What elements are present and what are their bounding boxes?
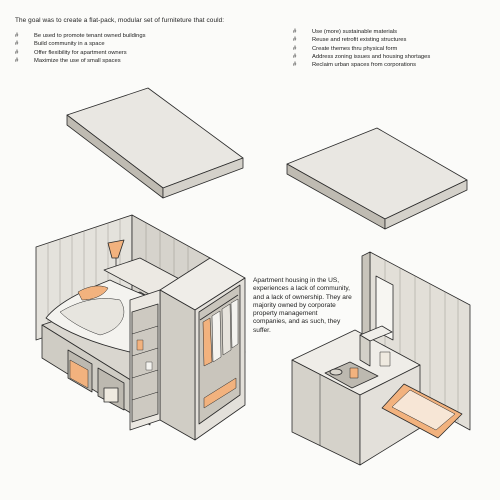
bullet-mark: # xyxy=(293,53,297,60)
bullet-mark: # xyxy=(293,37,297,44)
caption-text: Apartment housing in the US, experiences a lack of community, and a lack of ownership. They are majority owned by corporate property management companies, and as such, they suffer. xyxy=(253,277,352,334)
bullet-mark: # xyxy=(293,45,297,52)
bullet-mark: # xyxy=(15,57,19,64)
goal-item: # Create themes thru physical form xyxy=(293,45,398,52)
goal-item: # Be used to promote tenant owned buildings xyxy=(15,33,146,39)
flat-panel-right xyxy=(287,128,467,229)
goal-item: # Use (more) sustainable materials xyxy=(293,29,398,35)
goal-item: # Offer flexibility for apartment owners xyxy=(15,49,127,56)
bullet-mark: # xyxy=(293,29,297,35)
bullet-mark: # xyxy=(15,41,19,48)
intro-text: The goal was to create a flat-pack, modular set of furniteture that could: xyxy=(15,17,225,24)
bullet-mark: # xyxy=(293,62,297,69)
goal-item: # Address zoning issues and housing shortages xyxy=(293,53,431,60)
bullet-mark: # xyxy=(15,49,19,56)
goal-item: # Reuse and retrofit existing structures xyxy=(293,37,407,44)
goal-item: # Reclaim urban spaces from corporations xyxy=(293,62,417,69)
bed-unit xyxy=(36,215,245,440)
flat-panel-left xyxy=(67,88,243,198)
bullet-mark: # xyxy=(15,33,19,39)
goal-item: # Maximize the use of small spaces xyxy=(15,57,121,64)
goal-item: # Build community in a space xyxy=(15,41,105,48)
